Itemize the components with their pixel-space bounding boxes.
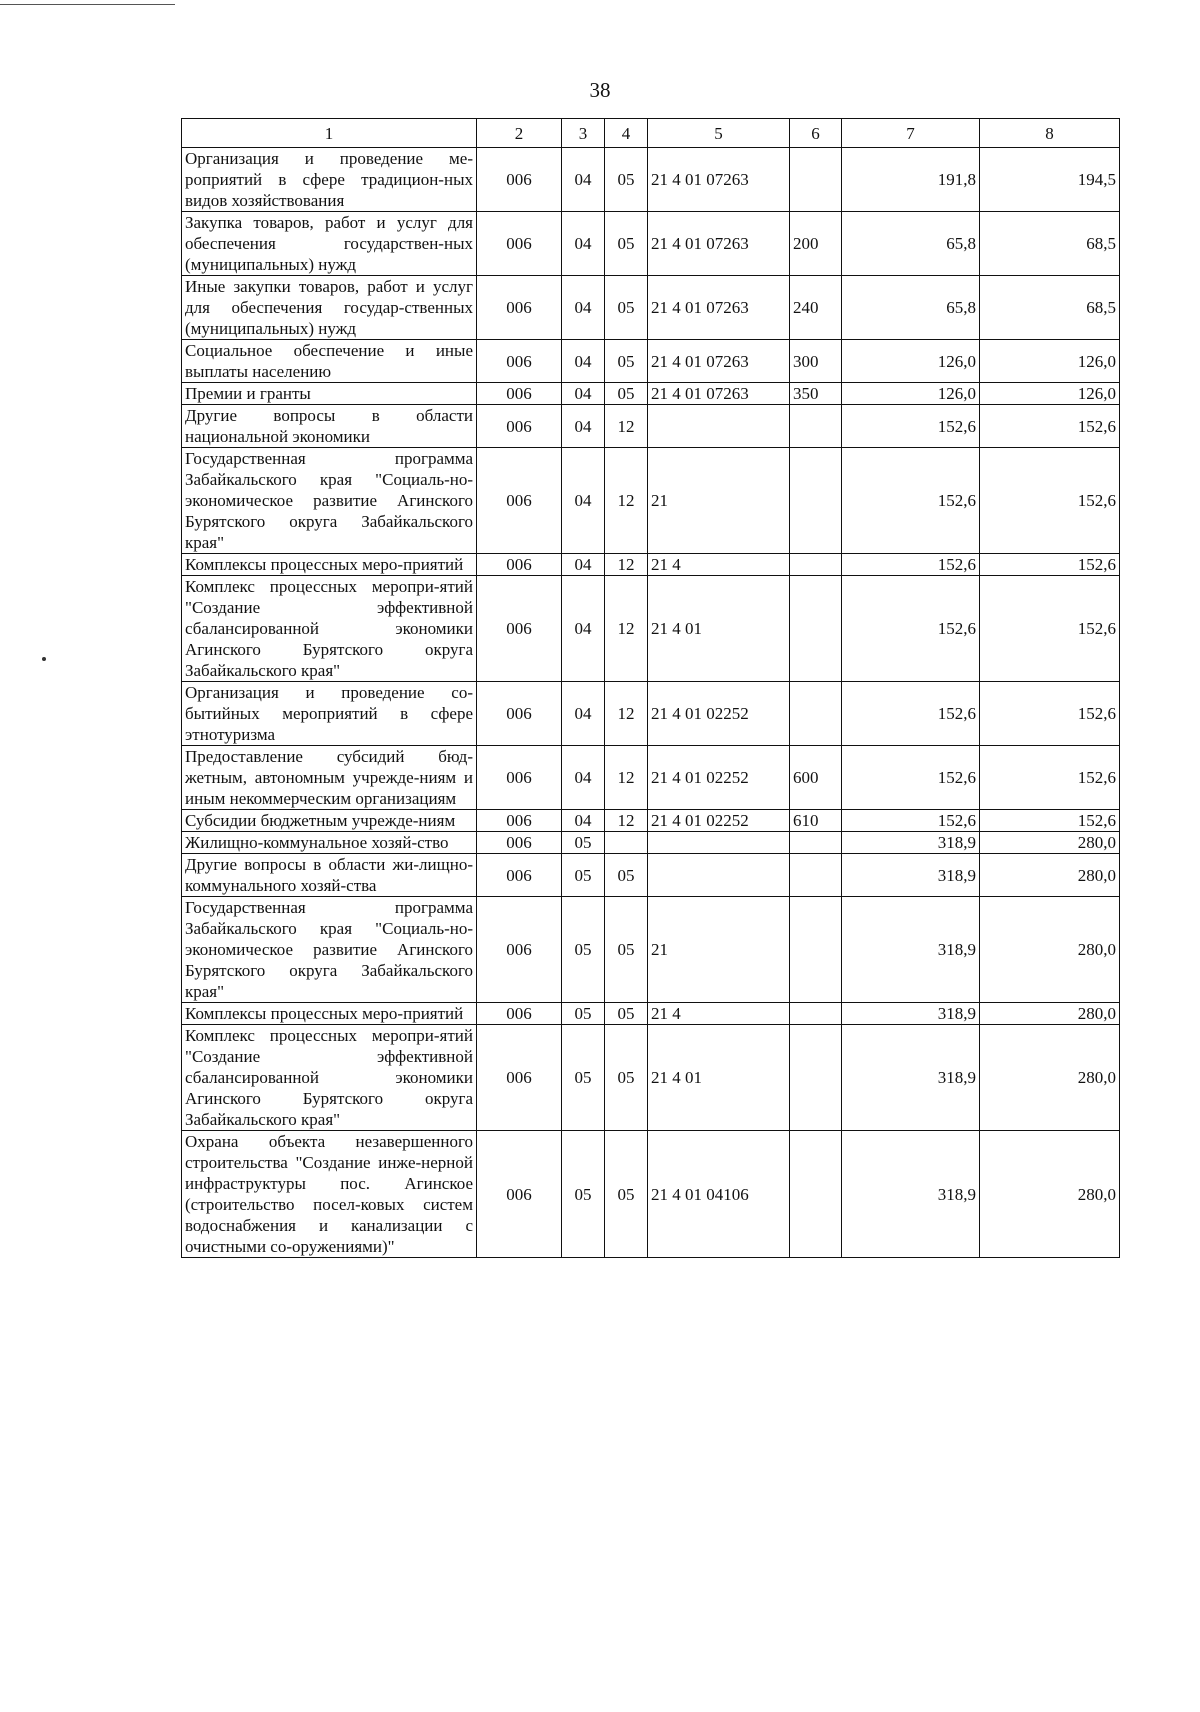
- target-article-cell: 21 4 01 07263: [648, 148, 790, 212]
- expense-name-cell: Социальное обеспечение и иные выплаты населению: [182, 340, 477, 383]
- page-number: 38: [589, 78, 611, 102]
- amount-year1-cell: 126,0: [842, 383, 980, 405]
- amount-year1-cell: 318,9: [842, 832, 980, 854]
- ministry-code-cell: 006: [477, 746, 562, 810]
- section-code-cell: 04: [562, 340, 605, 383]
- ministry-code-cell: 006: [477, 854, 562, 897]
- subsection-code-cell: 05: [605, 340, 648, 383]
- ministry-code-cell: 006: [477, 810, 562, 832]
- amount-year2-cell: 152,6: [980, 810, 1120, 832]
- table-row: [182, 1025, 1120, 1131]
- target-article-cell: [648, 832, 790, 854]
- section-code-cell: 05: [562, 1025, 605, 1131]
- amount-year2-cell: 126,0: [980, 383, 1120, 405]
- amount-year1-cell: 318,9: [842, 897, 980, 1003]
- target-article-cell: 21 4 01: [648, 1025, 790, 1131]
- target-article-cell: 21 4 01 02252: [648, 682, 790, 746]
- section-code-cell: 05: [562, 897, 605, 1003]
- table-row: [182, 897, 1120, 1003]
- subsection-code-cell: [605, 832, 648, 854]
- ministry-code-cell: 006: [477, 897, 562, 1003]
- ministry-code-cell: 006: [477, 554, 562, 576]
- ministry-code-cell: 006: [477, 212, 562, 276]
- expense-name-cell: Субсидии бюджетным учрежде-ниям: [182, 810, 477, 832]
- section-code-cell: 04: [562, 576, 605, 682]
- subsection-code-cell: 05: [605, 1131, 648, 1258]
- ministry-code-cell: 006: [477, 832, 562, 854]
- ministry-code-cell: 006: [477, 405, 562, 448]
- expense-type-cell: [790, 1025, 842, 1131]
- subsection-code-cell: 05: [605, 276, 648, 340]
- amount-year2-cell: 152,6: [980, 576, 1120, 682]
- table-row: [182, 340, 1120, 383]
- section-code-cell: 04: [562, 212, 605, 276]
- section-code-cell: 04: [562, 276, 605, 340]
- ministry-code-cell: 006: [477, 148, 562, 212]
- expense-type-cell: [790, 897, 842, 1003]
- expense-type-cell: [790, 554, 842, 576]
- amount-year2-cell: 280,0: [980, 1131, 1120, 1258]
- amount-year2-cell: 126,0: [980, 340, 1120, 383]
- target-article-cell: 21 4 01 02252: [648, 746, 790, 810]
- ministry-code-cell: 006: [477, 1025, 562, 1131]
- expense-type-cell: [790, 405, 842, 448]
- column-header: 6: [790, 119, 842, 148]
- subsection-code-cell: 12: [605, 682, 648, 746]
- ministry-code-cell: 006: [477, 340, 562, 383]
- target-article-cell: 21: [648, 448, 790, 554]
- subsection-code-cell: 05: [605, 383, 648, 405]
- expense-name-cell: Закупка товаров, работ и услуг для обеспечения государствен-ных (муниципальных) нужд: [182, 212, 477, 276]
- ministry-code-cell: 006: [477, 1131, 562, 1258]
- amount-year2-cell: 280,0: [980, 832, 1120, 854]
- expense-type-cell: [790, 854, 842, 897]
- expense-type-cell: 600: [790, 746, 842, 810]
- expense-type-cell: 200: [790, 212, 842, 276]
- header-row: [182, 119, 1120, 148]
- subsection-code-cell: 05: [605, 1003, 648, 1025]
- expense-type-cell: [790, 148, 842, 212]
- scan-corner-line: [0, 4, 175, 5]
- section-code-cell: 04: [562, 682, 605, 746]
- amount-year2-cell: 152,6: [980, 448, 1120, 554]
- budget-table: [181, 118, 1120, 1258]
- expense-name-cell: Иные закупки товаров, работ и услуг для обеспечения государ-ственных (муниципальных) нужд: [182, 276, 477, 340]
- expense-name-cell: Комплексы процессных меро-приятий: [182, 554, 477, 576]
- table-row: [182, 810, 1120, 832]
- subsection-code-cell: 12: [605, 746, 648, 810]
- column-header: 2: [477, 119, 562, 148]
- target-article-cell: 21 4 01 07263: [648, 340, 790, 383]
- section-code-cell: 04: [562, 746, 605, 810]
- target-article-cell: [648, 405, 790, 448]
- ministry-code-cell: 006: [477, 576, 562, 682]
- amount-year2-cell: 68,5: [980, 276, 1120, 340]
- subsection-code-cell: 12: [605, 576, 648, 682]
- table-row: [182, 554, 1120, 576]
- expense-name-cell: Комплекс процессных меропри-ятий "Создание эффективной сбалансированной экономики Агинского Бурятского округа Забайкальского края": [182, 1025, 477, 1131]
- amount-year1-cell: 318,9: [842, 1131, 980, 1258]
- amount-year2-cell: 152,6: [980, 682, 1120, 746]
- section-code-cell: 05: [562, 832, 605, 854]
- ministry-code-cell: 006: [477, 383, 562, 405]
- section-code-cell: 04: [562, 810, 605, 832]
- column-header: 8: [980, 119, 1120, 148]
- amount-year1-cell: 318,9: [842, 1003, 980, 1025]
- column-header: 4: [605, 119, 648, 148]
- table-row: [182, 276, 1120, 340]
- table-row: [182, 448, 1120, 554]
- table-row: [182, 1131, 1120, 1258]
- ministry-code-cell: 006: [477, 1003, 562, 1025]
- target-article-cell: 21 4: [648, 554, 790, 576]
- target-article-cell: 21 4 01 04106: [648, 1131, 790, 1258]
- expense-name-cell: Премии и гранты: [182, 383, 477, 405]
- expense-type-cell: 240: [790, 276, 842, 340]
- target-article-cell: 21 4 01 07263: [648, 383, 790, 405]
- amount-year1-cell: 318,9: [842, 854, 980, 897]
- expense-type-cell: [790, 832, 842, 854]
- section-code-cell: 04: [562, 148, 605, 212]
- amount-year2-cell: 68,5: [980, 212, 1120, 276]
- expense-type-cell: 300: [790, 340, 842, 383]
- expense-name-cell: Организация и проведение ме-роприятий в сфере традицион-ных видов хозяйствования: [182, 148, 477, 212]
- amount-year2-cell: 280,0: [980, 1003, 1120, 1025]
- column-header: 5: [648, 119, 790, 148]
- expense-name-cell: Государственная программа Забайкальского края "Социаль-но-экономическое развитие Агинского Бурятского округа Забайкальского края": [182, 897, 477, 1003]
- expense-name-cell: Комплексы процессных меро-приятий: [182, 1003, 477, 1025]
- subsection-code-cell: 12: [605, 448, 648, 554]
- subsection-code-cell: 12: [605, 405, 648, 448]
- table-row: [182, 1003, 1120, 1025]
- amount-year1-cell: 152,6: [842, 448, 980, 554]
- target-article-cell: 21 4 01: [648, 576, 790, 682]
- expense-name-cell: Другие вопросы в области национальной экономики: [182, 405, 477, 448]
- ministry-code-cell: 006: [477, 276, 562, 340]
- target-article-cell: 21: [648, 897, 790, 1003]
- amount-year2-cell: 280,0: [980, 854, 1120, 897]
- table-row: [182, 383, 1120, 405]
- amount-year1-cell: 318,9: [842, 1025, 980, 1131]
- amount-year2-cell: 280,0: [980, 1025, 1120, 1131]
- subsection-code-cell: 12: [605, 554, 648, 576]
- ministry-code-cell: 006: [477, 448, 562, 554]
- amount-year1-cell: 65,8: [842, 212, 980, 276]
- section-code-cell: 04: [562, 383, 605, 405]
- column-header: 3: [562, 119, 605, 148]
- table-row: [182, 832, 1120, 854]
- column-header: 7: [842, 119, 980, 148]
- amount-year1-cell: 152,6: [842, 682, 980, 746]
- expense-name-cell: Комплекс процессных меропри-ятий "Создание эффективной сбалансированной экономики Агинского Бурятского округа Забайкальского края": [182, 576, 477, 682]
- subsection-code-cell: 05: [605, 854, 648, 897]
- expense-type-cell: 610: [790, 810, 842, 832]
- expense-name-cell: Организация и проведение со-бытийных мероприятий в сфере этнотуризма: [182, 682, 477, 746]
- section-code-cell: 05: [562, 1003, 605, 1025]
- subsection-code-cell: 05: [605, 897, 648, 1003]
- subsection-code-cell: 05: [605, 212, 648, 276]
- target-article-cell: 21 4 01 02252: [648, 810, 790, 832]
- ministry-code-cell: 006: [477, 682, 562, 746]
- table-row: [182, 746, 1120, 810]
- target-article-cell: 21 4 01 07263: [648, 212, 790, 276]
- table-row: [182, 148, 1120, 212]
- amount-year1-cell: 152,6: [842, 405, 980, 448]
- table-row: [182, 212, 1120, 276]
- expense-type-cell: [790, 1131, 842, 1258]
- expense-type-cell: [790, 682, 842, 746]
- section-code-cell: 05: [562, 1131, 605, 1258]
- expense-type-cell: 350: [790, 383, 842, 405]
- target-article-cell: 21 4 01 07263: [648, 276, 790, 340]
- expense-name-cell: Предоставление субсидий бюд-жетным, автономным учрежде-ниям и иным некоммерческим организациям: [182, 746, 477, 810]
- table-body: [182, 148, 1120, 1258]
- expense-type-cell: [790, 576, 842, 682]
- amount-year1-cell: 191,8: [842, 148, 980, 212]
- amount-year2-cell: 152,6: [980, 405, 1120, 448]
- section-code-cell: 04: [562, 405, 605, 448]
- subsection-code-cell: 05: [605, 148, 648, 212]
- amount-year1-cell: 152,6: [842, 746, 980, 810]
- expense-name-cell: Другие вопросы в области жи-лищно-коммунального хозяй-ства: [182, 854, 477, 897]
- amount-year2-cell: 152,6: [980, 554, 1120, 576]
- expense-name-cell: Государственная программа Забайкальского края "Социаль-но-экономическое развитие Агинского Бурятского округа Забайкальского края": [182, 448, 477, 554]
- amount-year2-cell: 152,6: [980, 746, 1120, 810]
- target-article-cell: [648, 854, 790, 897]
- table-row: [182, 682, 1120, 746]
- expense-name-cell: Жилищно-коммунальное хозяй-ство: [182, 832, 477, 854]
- amount-year1-cell: 126,0: [842, 340, 980, 383]
- amount-year2-cell: 280,0: [980, 897, 1120, 1003]
- section-code-cell: 04: [562, 448, 605, 554]
- expense-type-cell: [790, 448, 842, 554]
- column-header: 1: [182, 119, 477, 148]
- amount-year1-cell: 65,8: [842, 276, 980, 340]
- amount-year1-cell: 152,6: [842, 576, 980, 682]
- table-row: [182, 854, 1120, 897]
- table-row: [182, 576, 1120, 682]
- scan-speck: [42, 657, 46, 661]
- amount-year1-cell: 152,6: [842, 810, 980, 832]
- subsection-code-cell: 12: [605, 810, 648, 832]
- amount-year1-cell: 152,6: [842, 554, 980, 576]
- section-code-cell: 05: [562, 854, 605, 897]
- table-row: [182, 405, 1120, 448]
- amount-year2-cell: 194,5: [980, 148, 1120, 212]
- section-code-cell: 04: [562, 554, 605, 576]
- target-article-cell: 21 4: [648, 1003, 790, 1025]
- expense-type-cell: [790, 1003, 842, 1025]
- subsection-code-cell: 05: [605, 1025, 648, 1131]
- expense-name-cell: Охрана объекта незавершенного строительства "Создание инже-нерной инфраструктуры пос. Агинское (строительство посел-ковых систем водоснабжения и канализации с очистными со-оружениями)": [182, 1131, 477, 1258]
